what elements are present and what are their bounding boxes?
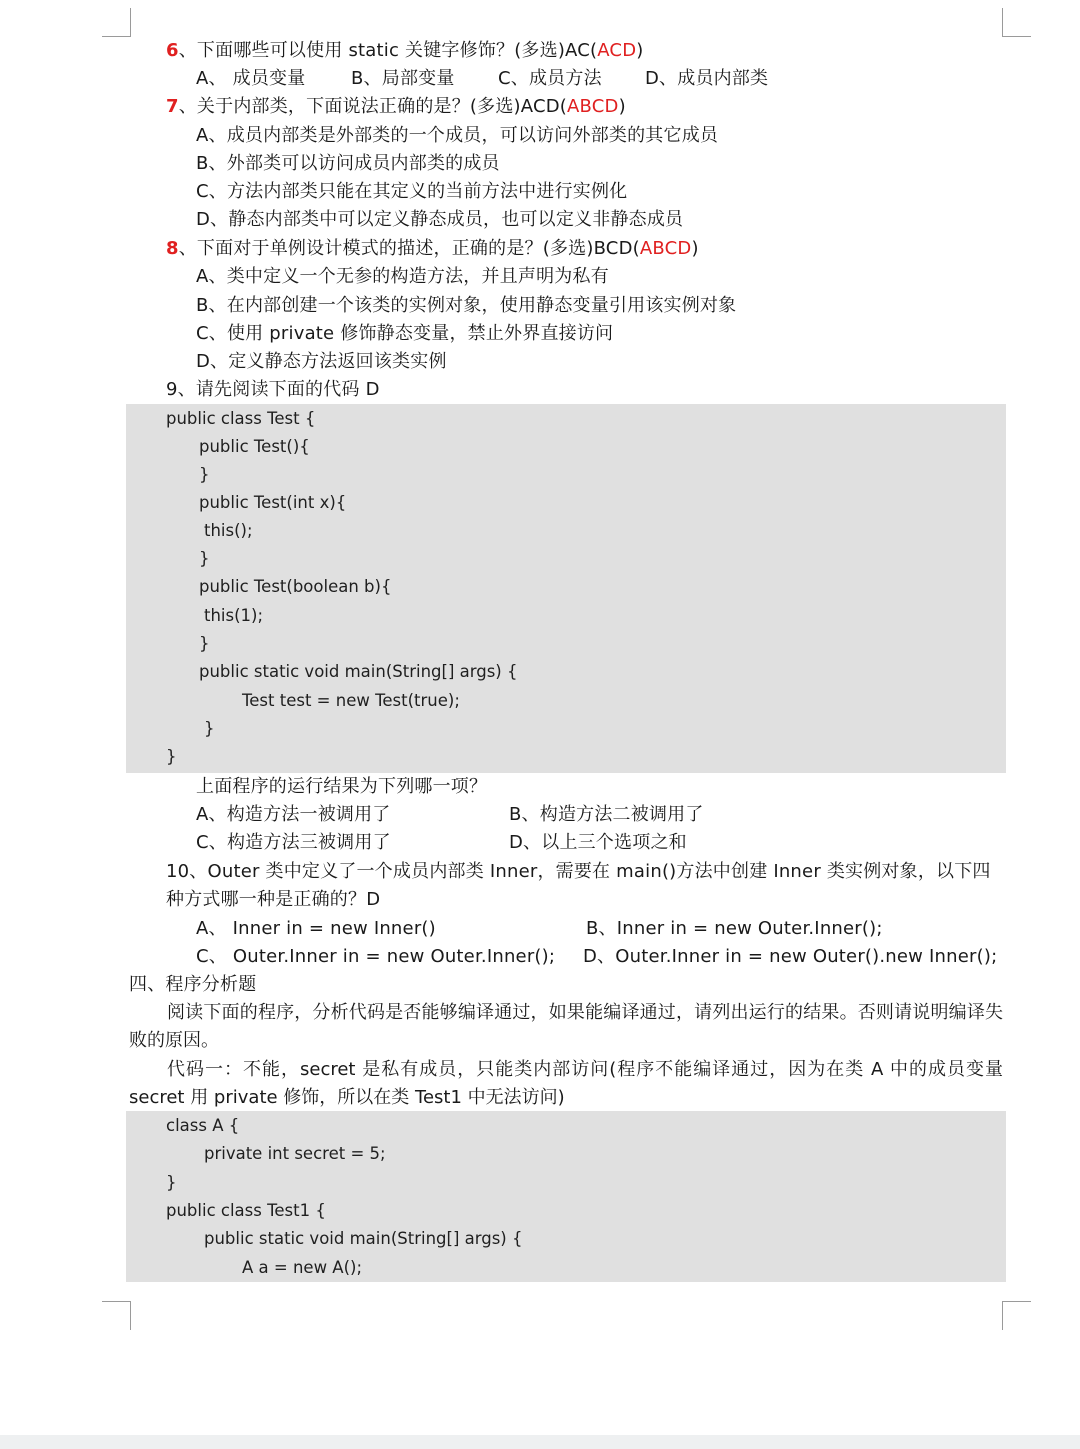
code-line: } [199, 465, 210, 484]
section-intro: 阅读下面的程序，分析代码是否能够编译通过，如果能编译通过，请列出运行的结果。否则请说明编译失败的原因。 [129, 1002, 1003, 1051]
code-line: class A { [166, 1116, 240, 1135]
question-10-option-c: C、 Outer.Inner in = new Outer.Inner(); [196, 946, 556, 967]
code-line: public static void main(String[] args) { [199, 662, 518, 681]
question-7-option-c: C、方法内部类只能在其定义的当前方法中进行实例化 [196, 181, 628, 202]
question-6-option-b: B、局部变量 [351, 68, 455, 89]
viewer-bottom-strip [0, 1435, 1080, 1449]
code-line: public Test(int x){ [199, 493, 347, 512]
code-line: private int secret = 5; [204, 1144, 386, 1163]
code-line: public static void main(String[] args) { [204, 1229, 523, 1248]
question-text: 、下面对于单例设计模式的描述，正确的是？(多选)BCD( [178, 238, 640, 259]
code-1-answer: 代码一：不能，secret 是私有成员，只能类内部访问(程序不能编译通过，因为在类 A 中的成员变量 secret 用 private 修饰，所以在类 Test1 中无法访问) [129, 1059, 1003, 1108]
question-text: 、下面哪些可以使用 static 关键字修饰？(多选)AC( [178, 40, 598, 61]
question-6-stem: 6、下面哪些可以使用 static 关键字修饰？(多选)AC(ACD) [166, 40, 644, 61]
question-9-option-c: C、构造方法三被调用了 [196, 832, 391, 853]
question-10-option-d: D、Outer.Inner in = new Outer().new Inner(); [583, 946, 998, 967]
question-6-option-c: C、成员方法 [498, 68, 602, 89]
crop-mark-bottom-right [1002, 1301, 1031, 1330]
question-number: 7 [166, 96, 179, 117]
question-7-option-b: B、外部类可以访问成员内部类的成员 [196, 153, 500, 174]
code-line: this(1); [204, 606, 264, 625]
code-line: } [199, 634, 210, 653]
question-number: 8 [166, 238, 179, 259]
question-10-stem-line-1: 10、Outer 类中定义了一个成员内部类 Inner，需要在 main()方法中创建 Inner 类实例对象，以下四 [166, 861, 991, 882]
question-9-option-a: A、构造方法一被调用了 [196, 804, 391, 825]
code-line: public Test(){ [199, 437, 310, 456]
code-line: public class Test1 { [166, 1201, 326, 1220]
question-7-stem: 7、关于内部类，下面说法正确的是？(多选)ACD(ABCD) [166, 96, 626, 117]
question-10-option-b: B、Inner in = new Outer.Inner(); [586, 918, 883, 939]
question-8-option-d: D、定义静态方法返回该类实例 [196, 351, 447, 372]
code-line: Test test = new Test(true); [242, 691, 460, 710]
question-answer: ACD [597, 40, 637, 61]
crop-mark-bottom-left [102, 1301, 131, 1330]
question-answer: ABCD [567, 96, 619, 117]
code-line: } [204, 719, 215, 738]
code-line: A a = new A(); [242, 1258, 363, 1277]
question-9-title: 9、请先阅读下面的代码 D [166, 379, 380, 400]
question-10-stem-line-2: 种方式哪一种是正确的？D [166, 889, 381, 910]
question-6-option-d: D、成员内部类 [645, 68, 769, 89]
question-9-option-b: B、构造方法二被调用了 [509, 804, 704, 825]
question-9-prompt: 上面程序的运行结果为下列哪一项？ [196, 776, 488, 797]
crop-mark-top-right [1002, 8, 1031, 37]
section-heading: 四、程序分析题 [129, 974, 257, 995]
question-text: 、关于内部类，下面说法正确的是？(多选)ACD( [178, 96, 568, 117]
crop-mark-top-left [102, 8, 131, 37]
question-number: 6 [166, 40, 179, 61]
code-line: public Test(boolean b){ [199, 577, 392, 596]
code-line: } [199, 549, 210, 568]
question-8-option-a: A、类中定义一个无参的构造方法，并且声明为私有 [196, 266, 609, 287]
code-line: this(); [204, 521, 253, 540]
code-line: } [166, 1173, 177, 1192]
question-6-option-a: A、 成员变量 [196, 68, 306, 89]
question-9-option-d: D、以上三个选项之和 [509, 832, 687, 853]
question-7-option-a: A、成员内部类是外部类的一个成员，可以访问外部类的其它成员 [196, 125, 719, 146]
question-answer: ABCD [639, 238, 692, 259]
question-8-option-b: B、在内部创建一个该类的实例对象，使用静态变量引用该实例对象 [196, 295, 737, 316]
code-line: public class Test { [166, 409, 316, 428]
question-10-option-a: A、 Inner in = new Inner() [196, 918, 436, 939]
question-8-stem: 8、下面对于单例设计模式的描述，正确的是？(多选)BCD(ABCD) [166, 238, 699, 259]
question-7-option-d: D、静态内部类中可以定义静态成员，也可以定义非静态成员 [196, 209, 684, 230]
question-8-option-c: C、使用 private 修饰静态变量，禁止外界直接访问 [196, 323, 614, 344]
code-line: } [166, 747, 177, 766]
